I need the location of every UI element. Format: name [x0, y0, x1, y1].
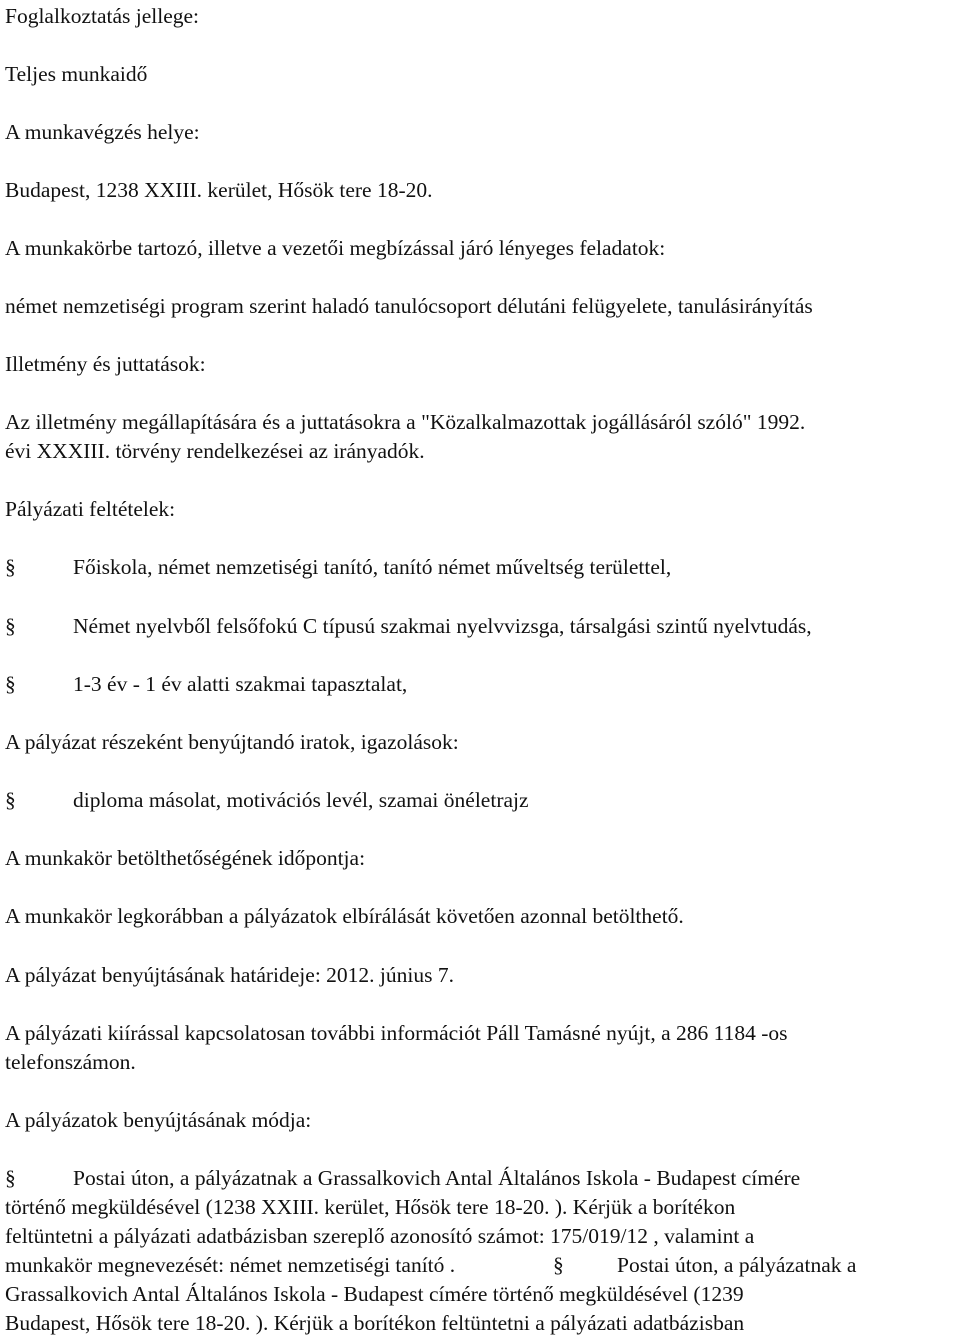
label-duties: A munkakörbe tartozó, illetve a vezetői megbízással járó lényeges feladatok: — [5, 236, 666, 260]
label-submission-method: A pályázatok benyújtásának módja: — [5, 1108, 312, 1132]
submission-text-line1: Postai úton, a pályázatnak a Grassalkovich Antal Általános Iskola - Budapest címére — [73, 1166, 801, 1190]
requirement-text: Német nyelvből felsőfokú C típusú szakmai nyelvvizsga, társalgási szintű nyelvtudás, — [73, 614, 812, 638]
label-salary: Illetmény és juttatások: — [5, 352, 206, 376]
requirement-text: Főiskola, német nemzetiségi tanító, tanító német műveltség területtel, — [73, 555, 672, 579]
submission-text-line5: Grassalkovich Antal Általános Iskola - Budapest címére történő megküldésével (1239 — [5, 1282, 744, 1306]
submission-text-line4a: munkakör megnevezését: német nemzetiségi tanító . — [5, 1253, 456, 1277]
submission-text-line3: feltüntetni a pályázati adatbázisban szereplő azonosító számot: 175/019/12 , valamint a — [5, 1224, 755, 1248]
contact-info-line2: telefonszámon. — [5, 1050, 136, 1074]
label-documents: A pályázat részeként benyújtandó iratok, igazolások: — [5, 730, 459, 754]
section-bullet-icon: § — [5, 1166, 16, 1190]
value-start-date: A munkakör legkorábban a pályázatok elbírálását követően azonnal betölthető. — [5, 904, 684, 928]
value-duties: német nemzetiségi program szerint haladó tanulócsoport délutáni felügyelete, tanulásirányítás — [5, 294, 813, 318]
section-bullet-icon: § — [5, 672, 16, 696]
section-bullet-icon: § — [5, 555, 16, 579]
submission-text-line2: történő megküldésével (1238 XXIII. kerület, Hősök tere 18-20. ). Kérjük a borítékon — [5, 1195, 736, 1219]
value-employment-type: Teljes munkaidő — [5, 62, 148, 86]
section-bullet-icon: § — [5, 788, 16, 812]
contact-info-line1: A pályázati kiírással kapcsolatosan további információt Páll Tamásné nyújt, a 286 1184 -os — [5, 1021, 788, 1045]
label-employment-type: Foglalkoztatás jellege: — [5, 4, 200, 28]
requirement-text: 1-3 év - 1 év alatti szakmai tapasztalat, — [73, 672, 408, 696]
value-workplace: Budapest, 1238 XXIII. kerület, Hősök tere 18-20. — [5, 178, 433, 202]
submission-text-line6: Budapest, Hősök tere 18-20. ). Kérjük a borítékon feltüntetni a pályázati adatbázisban — [5, 1311, 745, 1335]
label-requirements: Pályázati feltételek: — [5, 497, 176, 521]
value-salary-line2: évi XXXIII. törvény rendelkezései az irányadók. — [5, 439, 425, 463]
label-start-date: A munkakör betölthetőségének időpontja: — [5, 846, 366, 870]
document-text: diploma másolat, motivációs levél, szamai önéletrajz — [73, 788, 529, 812]
section-bullet-icon: § — [5, 614, 16, 638]
value-salary-line1: Az illetmény megállapítására és a juttatásokra a "Közalkalmazottak jogállásáról szóló" 1992. — [5, 410, 806, 434]
submission-text-line4b: Postai úton, a pályázatnak a — [617, 1253, 857, 1277]
label-workplace: A munkavégzés helye: — [5, 120, 200, 144]
section-bullet-icon: § — [553, 1253, 564, 1277]
deadline: A pályázat benyújtásának határideje: 2012. június 7. — [5, 963, 454, 987]
